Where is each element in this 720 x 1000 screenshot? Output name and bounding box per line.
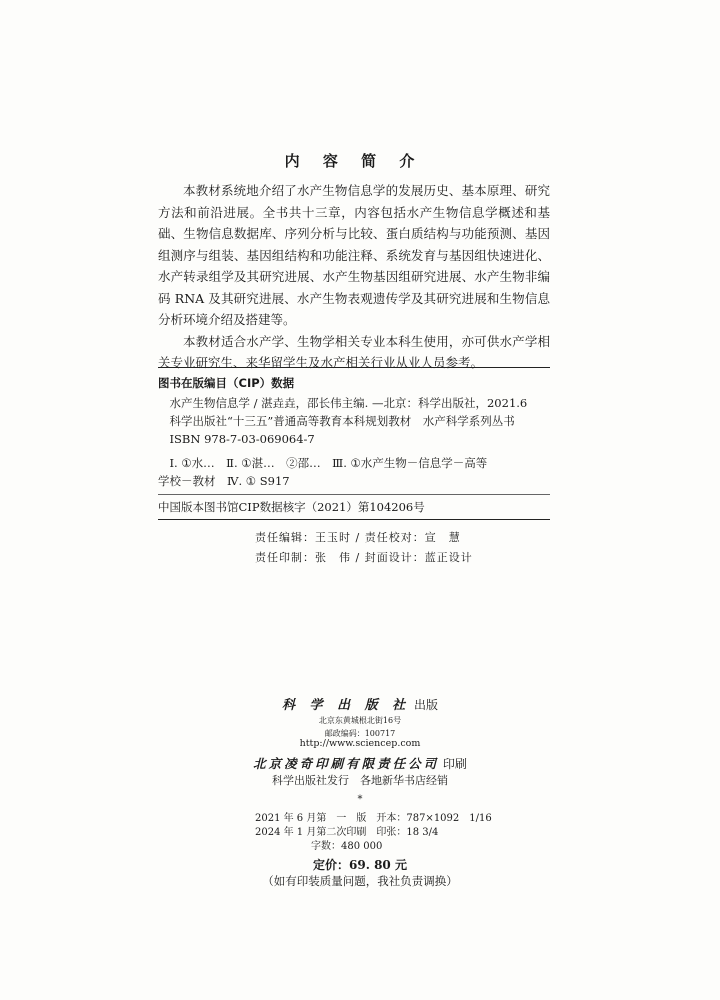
cip-classification-line-1: Ⅰ. ①水… Ⅱ. ①湛… ②邵… Ⅲ. ①水产生物－信息学－高等 [169, 456, 488, 470]
word-count: 字数：480 000 [311, 841, 383, 852]
quality-note: （如有印装质量问题，我社负责调换） [262, 874, 458, 888]
publisher-address-block [160, 714, 560, 740]
printer-suffix: 印刷 [442, 757, 467, 771]
publisher-suffix: 出版 [413, 698, 438, 712]
price-value: 69. 80 元 [349, 858, 407, 872]
production-credits: 责任印制：张 伟 / 封面设计：蓝正设计 [255, 551, 473, 564]
cip-series-line: 科学出版社“十三五”普通高等教育本科规划教材 水产科学系列丛书 [169, 414, 515, 428]
publisher-postcode: 邮政编码：100717 [324, 729, 396, 738]
price-line [160, 856, 560, 873]
cip-title-line: 水产生物信息学 / 湛垚垚，邵长伟主编. —北京：科学出版社，2021.6 [169, 396, 528, 410]
cip-isbn-line: ISBN 978-7-03-069064-7 [169, 432, 315, 446]
distribution-line: 科学出版社发行 各地新华书店经销 [272, 774, 448, 787]
summary-paragraph-2: 本教材适合水产学、生物学相关专业本科生使用，亦可供水产学相关专业研究生、来华留学生及水产相关行业从业人员参考。 [158, 333, 550, 370]
cip-data-box [158, 367, 550, 520]
publisher-logo: 科 学 出 版 社 [282, 698, 411, 713]
content-summary [158, 180, 550, 374]
editor-credits: 责任编辑：王玉时 / 责任校对：宣 慧 [255, 531, 461, 544]
publisher-line [160, 694, 560, 713]
price-label: 定价： [313, 858, 350, 872]
section-heading: 内 容 简 介 [284, 152, 424, 170]
separator-star: * [357, 794, 363, 805]
printer-line [160, 754, 560, 772]
cip-header: 图书在版编目（CIP）数据 [158, 376, 295, 390]
publisher-url: http://www.sciencep.com [299, 738, 421, 749]
cip-classification-line-2: 学校－教材 Ⅳ. ① S917 [158, 474, 290, 488]
publisher-address: 北京东黄城根北街16号 [318, 716, 402, 725]
printing-line: 2024 年 1 月第二次印刷 印张：18 3/4 [255, 827, 439, 838]
printer-name: 北京凌奇印刷有限责任公司 [253, 756, 440, 771]
summary-paragraph-1: 本教材系统地介绍了水产生物信息学的发展历史、基本原理、研究方法和前沿进展。全书共十三章，内容包括水产生物信息学概述和基础、生物信息数据库、序列分析与比较、蛋白质结构与功能预测、基因组测序与组装、基因组结构和功能注释、系统发育与基因组快速进化、水产转录组学及其研究进展、水产生物基因组研究进展、水产生物非编码 RNA 及其研究进展、水产生物表观遗传学及其研究进展和生物信息分析环境介绍及搭建等。 [158, 183, 550, 327]
cip-record-number: 中国版本图书馆CIP数据核字（2021）第104206号 [158, 494, 550, 516]
edition-line: 2021 年 6 月第 一 版 开本：787×1092 1/16 [255, 813, 492, 824]
